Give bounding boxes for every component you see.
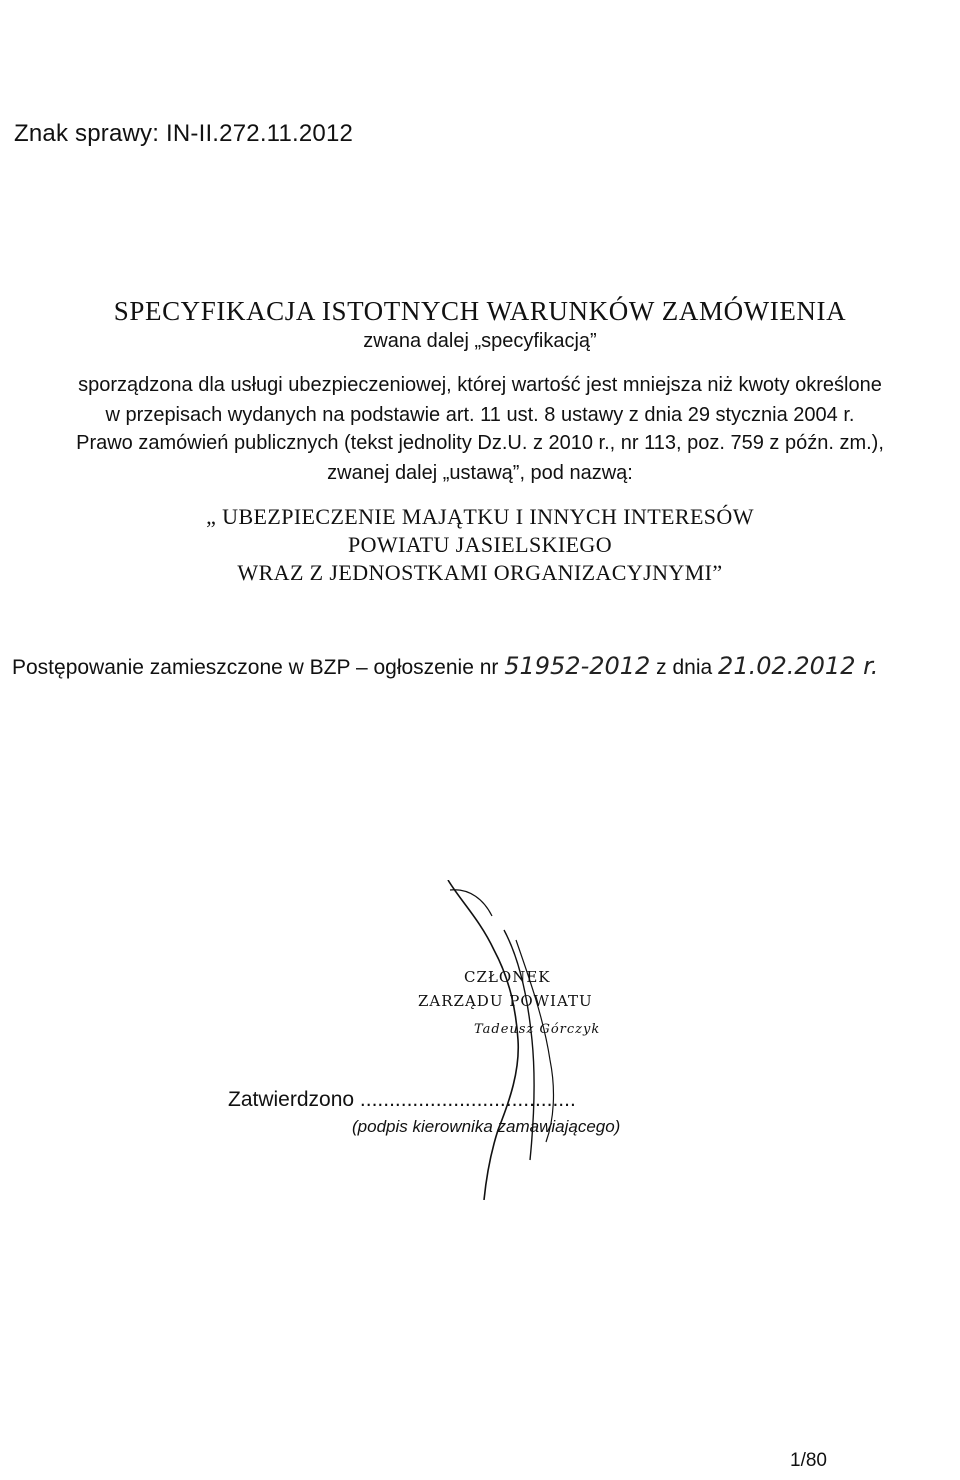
approval-line (228, 1088, 576, 1112)
bzp-number-handwritten: 51952-2012 (504, 652, 651, 680)
stamp-line-2: ZARZĄDU POWIATU (418, 992, 593, 1010)
approval-label: Zatwierdzono (228, 1088, 355, 1111)
document-title: SPECYFIKACJA ISTOTNYCH WARUNKÓW ZAMÓWIENIA (113, 296, 847, 326)
description-line-3: Prawo zamówień publicznych (tekst jednolity Dz.U. z 2010 r., nr 113, poz. 759 z późn. zm.), (76, 432, 884, 454)
subject-line-3: WRAZ Z JEDNOSTKAMI ORGANIZACYJNYMI” (237, 560, 723, 585)
bzp-date-handwritten: 21.02.2012 r. (718, 652, 879, 680)
page-number: 1/80 (790, 1450, 827, 1471)
document-subtitle: zwana dalej „specyfikacją” (363, 330, 597, 352)
signature-caption: (podpis kierownika zamawiającego) (352, 1117, 621, 1136)
bzp-prefix: Postępowanie zamieszczone w BZP – ogłoszenie nr (12, 656, 505, 679)
signature-dots: ..................................... (359, 1088, 576, 1111)
stamp-line-1: CZŁONEK (464, 968, 551, 986)
bzp-date-label: z dnia (656, 656, 713, 679)
handwritten-signature (420, 880, 620, 1200)
subject-line-1: „ UBEZPIECZENIE MAJĄTKU I INNYCH INTERESÓW (206, 504, 754, 529)
case-number: Znak sprawy: IN-II.272.11.2012 (14, 120, 354, 147)
subject-line-2: POWIATU JASIELSKIEGO (347, 532, 613, 557)
description-line-2: w przepisach wydanych na podstawie art. 11 ust. 8 ustawy z dnia 29 stycznia 2004 r. (105, 404, 855, 426)
description-line-1: sporządzona dla usługi ubezpieczeniowej, której wartość jest mniejsza niż kwoty określone (78, 374, 882, 396)
description-line-4: zwanej dalej „ustawą”, pod nazwą: (327, 462, 633, 484)
stamp-line-3: Tadeusz Górczyk (474, 1022, 601, 1037)
bzp-announcement (12, 652, 878, 680)
